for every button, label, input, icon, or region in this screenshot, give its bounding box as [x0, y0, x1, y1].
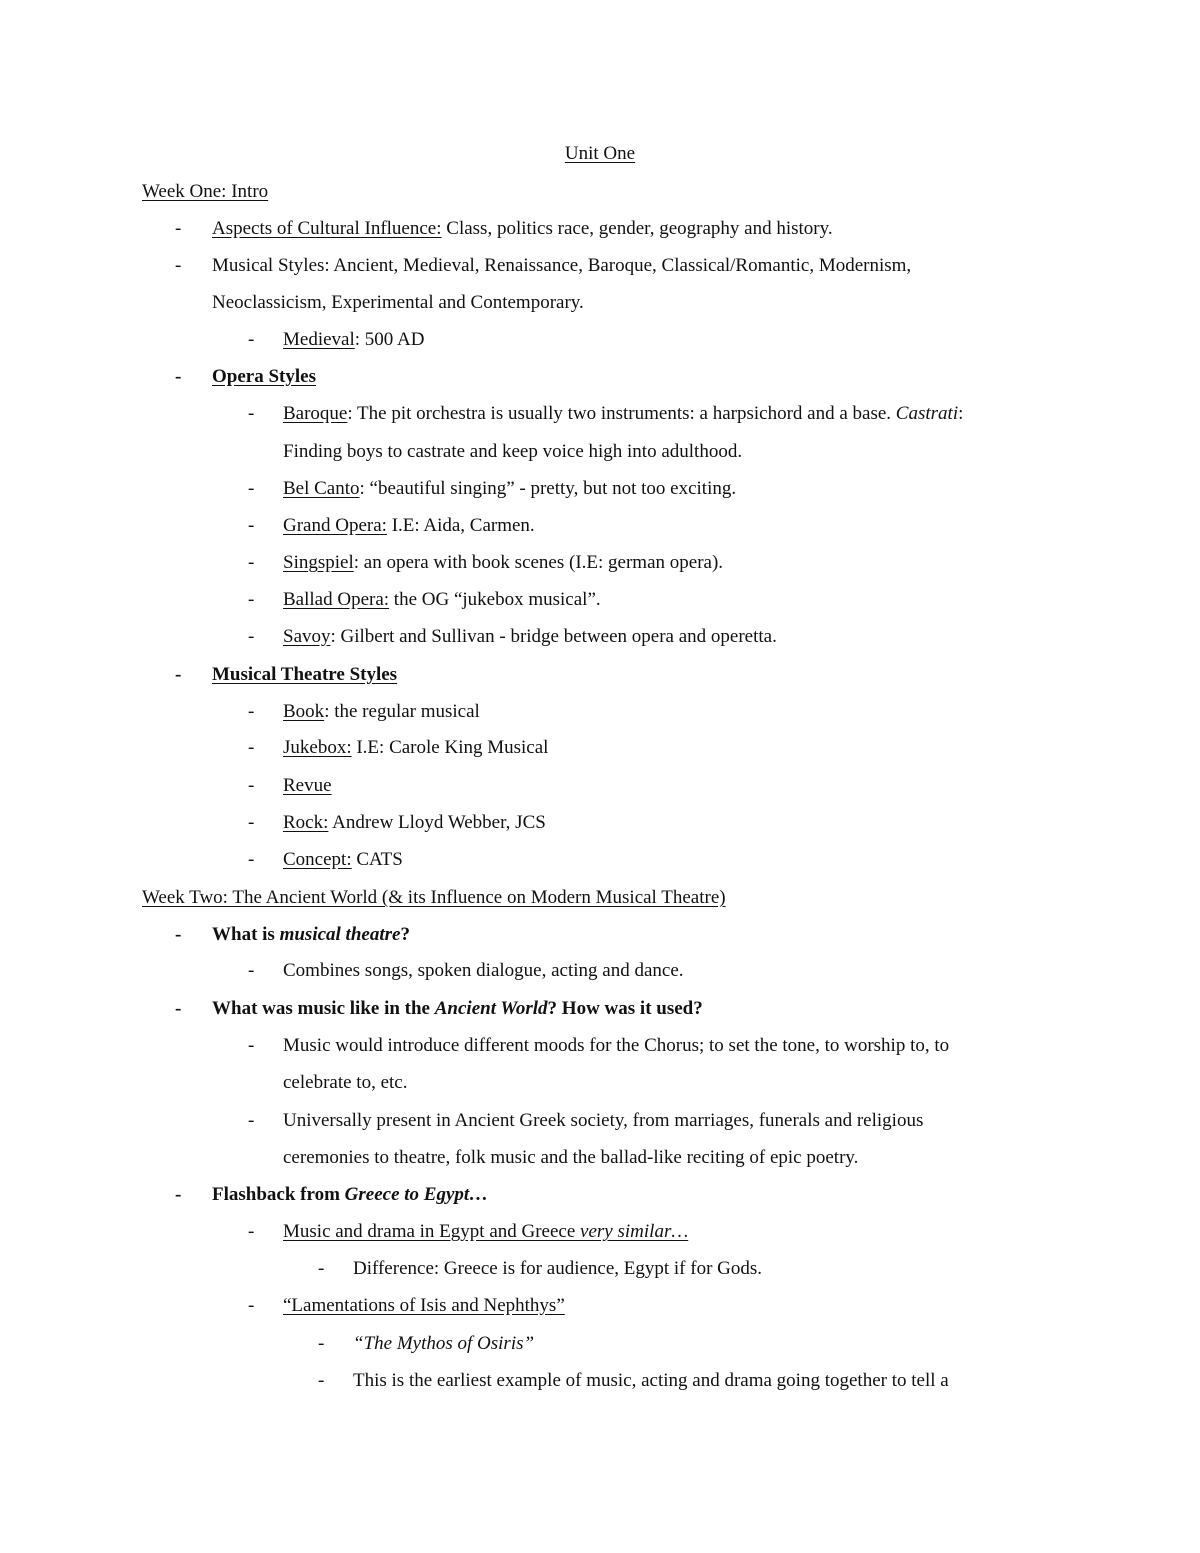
bullet-dash: -	[248, 1295, 255, 1316]
bullet-dash: -	[175, 366, 182, 387]
medieval-item	[283, 329, 424, 351]
bullet-dash: -	[248, 849, 255, 870]
q1-part-a: What is	[212, 924, 280, 945]
aspects-item	[212, 218, 833, 240]
bullet-dash: -	[248, 775, 255, 796]
ballad-opera-item	[283, 589, 601, 611]
baroque-label: Baroque	[283, 403, 348, 424]
jukebox-item	[283, 737, 548, 759]
rock-label: Rock:	[283, 812, 329, 833]
bullet-dash: -	[248, 960, 255, 981]
week-one-heading: Week One: Intro	[142, 181, 269, 202]
ballad-opera-label: Ballad Opera:	[283, 589, 390, 610]
bullet-dash: -	[175, 218, 182, 239]
q2-answer1-line2: celebrate to, etc.	[283, 1072, 408, 1093]
rock-text: Andrew Lloyd Webber, JCS	[328, 812, 546, 833]
concept-text: CATS	[351, 849, 403, 870]
bullet-dash: -	[175, 664, 182, 685]
q2-answer1-line1: Music would introduce different moods for the Chorus; to set the tone, to worship to, to	[283, 1035, 950, 1056]
ballad-opera-text: the OG “jukebox musical”.	[389, 589, 601, 610]
singspiel-item	[283, 552, 723, 574]
jukebox-text: I.E: Carole King Musical	[351, 737, 549, 758]
q2-part-c: ? How was it used?	[547, 998, 703, 1019]
bullet-dash: -	[248, 403, 255, 424]
bullet-dash: -	[248, 701, 255, 722]
bel-canto-text: : “beautiful singing” - pretty, but not too exciting.	[359, 478, 737, 499]
bullet-dash: -	[248, 515, 255, 536]
music-drama-part-a: Music and drama in Egypt and Greece	[283, 1221, 581, 1242]
bullet-dash: -	[175, 998, 182, 1019]
q2-part-b: Ancient World	[434, 998, 548, 1019]
bullet-dash: -	[318, 1333, 325, 1354]
question-musical-theatre	[212, 924, 410, 946]
grand-opera-item	[283, 515, 535, 537]
savoy-label: Savoy	[283, 626, 331, 647]
opera-styles-heading: Opera Styles	[212, 366, 316, 387]
question-ancient-world	[212, 998, 703, 1020]
bullet-dash: -	[248, 1110, 255, 1131]
bullet-dash: -	[248, 626, 255, 647]
singspiel-label: Singspiel	[283, 552, 354, 573]
flashback-part-b: Greece to Egypt…	[344, 1184, 489, 1205]
savoy-text: : Gilbert and Sullivan - bridge between opera and operetta.	[330, 626, 777, 647]
jukebox-label: Jukebox:	[283, 737, 352, 758]
lamentations-item: “Lamentations of Isis and Nephthys”	[283, 1295, 565, 1316]
bullet-dash: -	[248, 1035, 255, 1056]
bullet-dash: -	[248, 1221, 255, 1242]
q2-part-a: What was music like in the	[212, 998, 435, 1019]
flashback-part-a: Flashback from	[212, 1184, 345, 1205]
castrati-colon: :	[958, 403, 964, 424]
savoy-item	[283, 626, 777, 648]
medieval-label: Medieval	[283, 329, 355, 350]
mythos-item: “The Mythos of Osiris”	[353, 1333, 535, 1354]
music-drama-part-b: very similar…	[580, 1221, 689, 1242]
medieval-text: : 500 AD	[354, 329, 425, 350]
book-item	[283, 701, 480, 723]
q1-answer: Combines songs, spoken dialogue, acting and dance.	[283, 960, 684, 981]
aspects-label: Aspects of Cultural Influence:	[212, 218, 442, 239]
q1-part-c: ?	[400, 924, 410, 945]
bullet-dash: -	[175, 1184, 182, 1205]
musical-styles-line2: Neoclassicism, Experimental and Contemporary.	[212, 292, 584, 313]
bullet-dash: -	[248, 737, 255, 758]
castrati-term: Castrati	[895, 403, 959, 424]
bullet-dash: -	[248, 478, 255, 499]
aspects-text: Class, politics race, gender, geography and history.	[441, 218, 833, 239]
q2-answer2-line2: ceremonies to theatre, folk music and the ballad-like reciting of epic poetry.	[283, 1147, 859, 1168]
grand-opera-text: I.E: Aida, Carmen.	[386, 515, 535, 536]
book-label: Book	[283, 701, 325, 722]
q1-part-b: musical theatre	[279, 924, 401, 945]
flashback-heading	[212, 1184, 488, 1206]
baroque-text: : The pit orchestra is usually two instruments: a harpsichord and a base.	[347, 403, 896, 424]
bullet-dash: -	[248, 552, 255, 573]
bullet-dash: -	[248, 329, 255, 350]
rock-item	[283, 812, 546, 834]
earliest-item: This is the earliest example of music, acting and drama going together to tell a	[353, 1370, 949, 1391]
singspiel-text: : an opera with book scenes (I.E: german opera).	[353, 552, 724, 573]
q2-answer2-line1: Universally present in Ancient Greek society, from marriages, funerals and religious	[283, 1110, 924, 1131]
concept-label: Concept:	[283, 849, 352, 870]
bullet-dash: -	[318, 1258, 325, 1279]
week-two-heading: Week Two: The Ancient World (& its Influence on Modern Musical Theatre)	[142, 887, 726, 908]
bullet-dash: -	[248, 589, 255, 610]
bullet-dash: -	[318, 1370, 325, 1391]
bullet-dash: -	[175, 255, 182, 276]
difference-item: Difference: Greece is for audience, Egypt if for Gods.	[353, 1258, 763, 1279]
bel-canto-item	[283, 478, 736, 500]
mt-styles-heading: Musical Theatre Styles	[212, 664, 398, 685]
page-title: Unit One	[564, 143, 636, 164]
musical-styles-line1: Musical Styles: Ancient, Medieval, Renaissance, Baroque, Classical/Romantic, Modernism,	[212, 255, 912, 276]
baroque-line2: Finding boys to castrate and keep voice high into adulthood.	[283, 441, 743, 462]
bullet-dash: -	[248, 812, 255, 833]
grand-opera-label: Grand Opera:	[283, 515, 387, 536]
book-text: : the regular musical	[324, 701, 480, 722]
bel-canto-label: Bel Canto	[283, 478, 360, 499]
baroque-item	[283, 403, 963, 425]
concept-item	[283, 849, 403, 871]
revue-label: Revue	[283, 775, 332, 796]
bullet-dash: -	[175, 924, 182, 945]
music-drama-item	[283, 1221, 688, 1243]
